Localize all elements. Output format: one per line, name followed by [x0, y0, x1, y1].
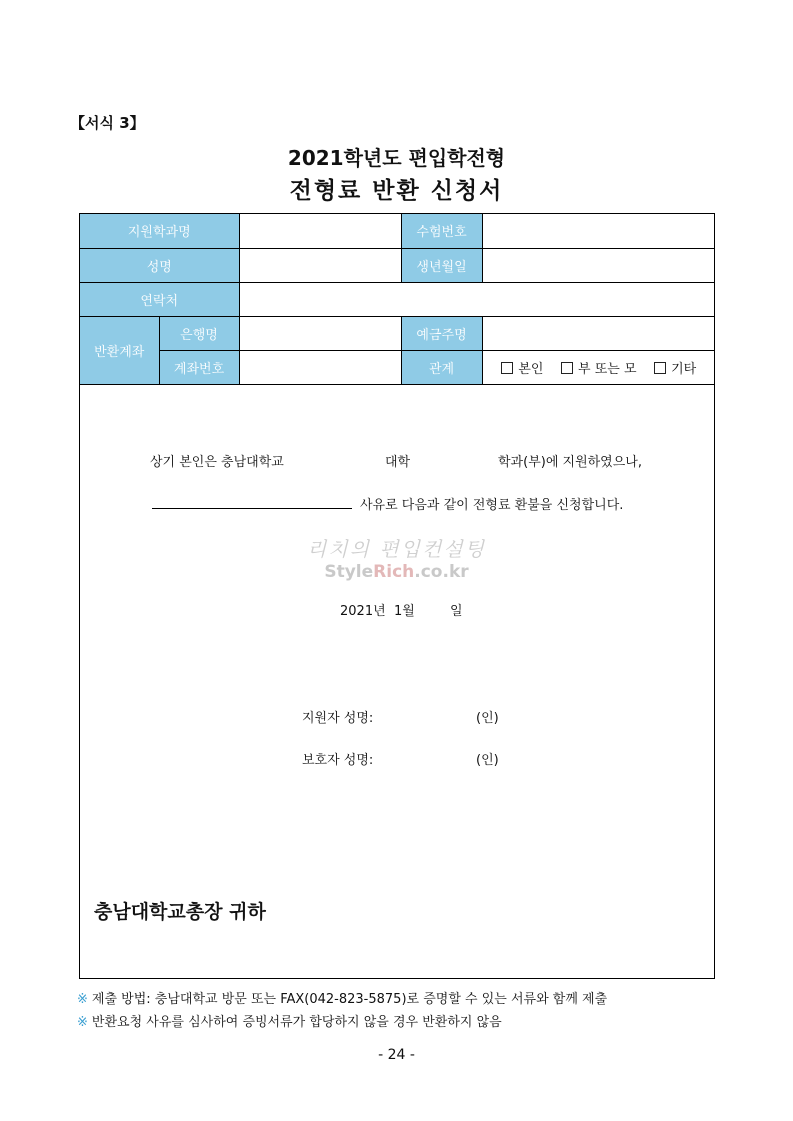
application-frame	[79, 213, 715, 979]
applicant-info-table	[80, 214, 715, 385]
applicant-seal: (인)	[476, 711, 499, 726]
relation-option-other[interactable]: 기타	[654, 358, 696, 377]
form-code: 【서식 3】	[70, 114, 145, 132]
bank-label: 은행명	[159, 316, 239, 350]
table-row	[80, 248, 715, 282]
statement-reason: 사유로 다음과 같이 전형료 환불을 신청합니다.	[360, 498, 624, 513]
relation-option-self[interactable]: 본인	[501, 358, 543, 377]
holder-field[interactable]	[482, 316, 715, 350]
applicant-sign-label: 지원자 성명:	[302, 711, 374, 726]
account-no-label: 계좌번호	[159, 350, 239, 384]
dept-field[interactable]	[239, 214, 401, 248]
bank-field[interactable]	[239, 316, 401, 350]
watermark-text: 리치의 편입컨설팅	[307, 537, 486, 561]
birth-label: 생년월일	[401, 248, 482, 282]
contact-field[interactable]	[239, 282, 715, 316]
dept-label: 지원학과명	[80, 214, 239, 248]
note-item: ※ 반환요청 사유를 심사하여 증빙서류가 합당하지 않을 경우 반환하지 않음	[77, 1015, 502, 1030]
addressee: 충남대학교총장 귀하	[94, 901, 266, 923]
checkbox-icon[interactable]	[501, 362, 513, 374]
contact-label: 연락처	[80, 282, 239, 316]
checkbox-icon[interactable]	[654, 362, 666, 374]
table-row	[80, 282, 715, 316]
reason-blank-line[interactable]	[152, 508, 352, 509]
note-mark-icon: ※	[77, 992, 88, 1007]
table-row	[80, 350, 715, 384]
date-month: 1월	[394, 604, 415, 619]
date-year: 2021년	[340, 604, 386, 619]
checkbox-icon[interactable]	[561, 362, 573, 374]
holder-label: 예금주명	[401, 316, 482, 350]
birth-field[interactable]	[482, 248, 715, 282]
name-label: 성명	[80, 248, 239, 282]
date-day: 일	[450, 604, 463, 619]
relation-options	[482, 350, 715, 384]
note-mark-icon: ※	[77, 1015, 88, 1030]
exam-no-label: 수험번호	[401, 214, 482, 248]
page-number: - 24 -	[378, 1047, 415, 1063]
exam-no-field[interactable]	[482, 214, 715, 248]
name-field[interactable]	[239, 248, 401, 282]
form-title-year: 2021학년도 편입학전형	[287, 146, 506, 170]
relation-label: 관계	[401, 350, 482, 384]
statement-suffix: 학과(부)에 지원하였으나,	[498, 455, 642, 470]
guardian-sign-label: 보호자 성명:	[302, 753, 374, 768]
relation-option-parent[interactable]: 부 또는 모	[561, 358, 637, 377]
guardian-seal: (인)	[476, 753, 499, 768]
statement-prefix: 상기 본인은 충남대학교	[150, 455, 284, 470]
watermark-url: StyleRich.co.kr	[324, 562, 469, 582]
table-row	[80, 316, 715, 350]
table-row	[80, 214, 715, 248]
statement-college: 대학	[385, 455, 411, 470]
refund-account-label: 반환계좌	[80, 316, 159, 384]
note-item: ※ 제출 방법: 충남대학교 방문 또는 FAX(042-823-5875)로 증명할 수 있는 서류와 함께 제출	[77, 992, 608, 1007]
form-title: 전형료 반환 신청서	[289, 178, 504, 204]
account-no-field[interactable]	[239, 350, 401, 384]
